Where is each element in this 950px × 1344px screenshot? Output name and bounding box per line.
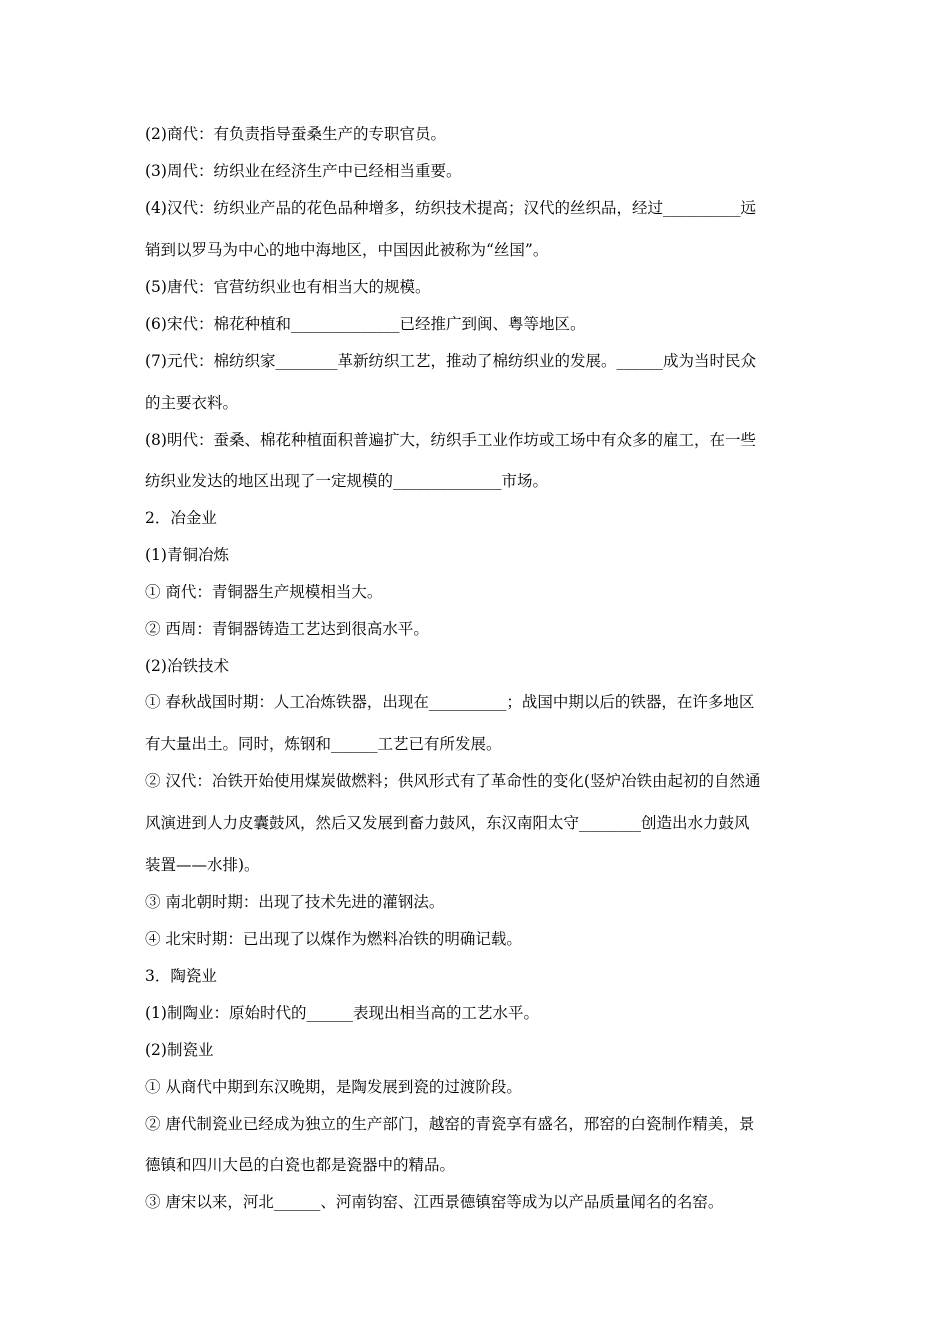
text-line: 装置——水排)。 xyxy=(145,856,260,874)
subsection-heading: (1)青铜冶炼 xyxy=(145,546,229,564)
text-line: 德镇和四川大邑的白瓷也都是瓷器中的精品。 xyxy=(145,1156,456,1174)
text-line: 销到以罗马为中心的地中海地区，中国因此被称为“丝国”。 xyxy=(145,241,549,259)
text-line: ① 商代：青铜器生产规模相当大。 xyxy=(145,583,383,601)
text-line: (7)元代：棉纺织家________革新纺织工艺，推动了棉纺织业的发展。______成为当时民众 xyxy=(145,352,756,370)
text-line: ② 唐代制瓷业已经成为独立的生产部门，越窑的青瓷享有盛名，邢窑的白瓷制作精美，景 xyxy=(145,1115,755,1133)
text-line: 的主要衣料。 xyxy=(145,394,239,412)
text-line: ③ 唐宋以来，河北______、河南钧窑、江西景德镇窑等成为以产品质量闻名的名窑。 xyxy=(145,1193,724,1211)
subsection-heading: (2)冶铁技术 xyxy=(145,657,229,675)
text-line: (1)制陶业：原始时代的______表现出相当高的工艺水平。 xyxy=(145,1004,539,1022)
text-line: ④ 北宋时期：已出现了以煤作为燃料冶铁的明确记载。 xyxy=(145,930,522,948)
text-line: (2)商代：有负责指导蚕桑生产的专职官员。 xyxy=(145,125,446,143)
text-line: 纺织业发达的地区出现了一定规模的______________市场。 xyxy=(145,472,549,490)
section-heading: 3．陶瓷业 xyxy=(145,967,217,985)
text-line: ③ 南北朝时期：出现了技术先进的灌钢法。 xyxy=(145,893,445,911)
text-line: (5)唐代：官营纺织业也有相当大的规模。 xyxy=(145,278,431,296)
text-line: 风演进到人力皮囊鼓风，然后又发展到畜力鼓风，东汉南阳太守________创造出水力鼓风 xyxy=(145,814,750,832)
text-line: 有大量出土。同时，炼钢和______工艺已有所发展。 xyxy=(145,735,502,753)
text-line: (3)周代：纺织业在经济生产中已经相当重要。 xyxy=(145,162,462,180)
text-line: (4)汉代：纺织业产品的花色品种增多，纺织技术提高；汉代的丝织品，经过__________远 xyxy=(145,199,756,217)
section-heading: 2．冶金业 xyxy=(145,509,217,527)
text-line: ① 从商代中期到东汉晚期，是陶发展到瓷的过渡阶段。 xyxy=(145,1078,522,1096)
text-line: ② 西周：青铜器铸造工艺达到很高水平。 xyxy=(145,620,429,638)
text-line: (8)明代：蚕桑、棉花种植面积普遍扩大，纺织手工业作坊或工场中有众多的雇工，在一些 xyxy=(145,431,756,449)
text-line: (6)宋代：棉花种植和______________已经推广到闽、粤等地区。 xyxy=(145,315,586,333)
subsection-heading: (2)制瓷业 xyxy=(145,1041,214,1059)
text-line: ② 汉代：冶铁开始使用煤炭做燃料；供风形式有了革命性的变化(竖炉冶铁由起初的自然通 xyxy=(145,772,761,790)
text-line: ① 春秋战国时期：人工冶炼铁器，出现在__________；战国中期以后的铁器，在许多地区 xyxy=(145,693,755,711)
